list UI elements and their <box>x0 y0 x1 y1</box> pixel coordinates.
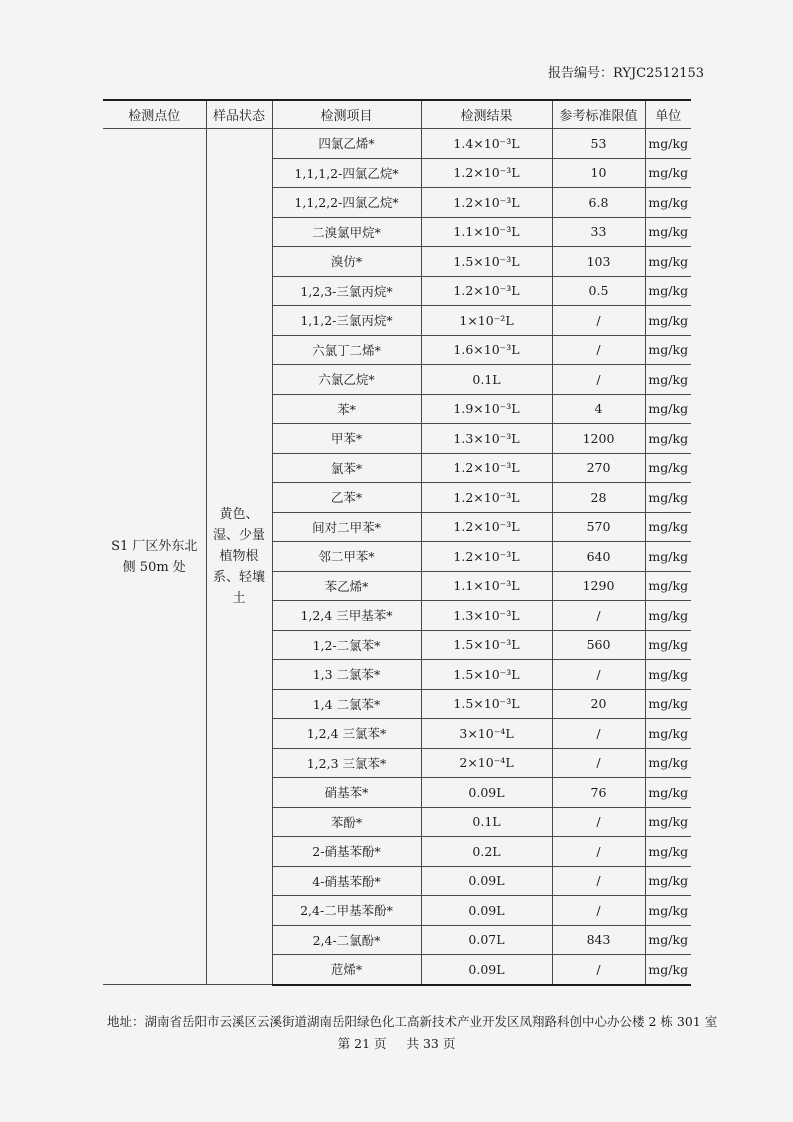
table-header <box>103 100 691 129</box>
result-cell: 1.2×10⁻³L <box>421 276 552 306</box>
result-cell: 0.07L <box>421 925 552 955</box>
result-cell: 1.2×10⁻³L <box>421 188 552 218</box>
column-header: 单位 <box>645 100 691 129</box>
column-header: 检测结果 <box>421 100 552 129</box>
test-item-cell: 邻二甲苯* <box>272 542 421 572</box>
result-cell: 1.9×10⁻³L <box>421 394 552 424</box>
result-cell: 1.5×10⁻³L <box>421 630 552 660</box>
limit-cell: 6.8 <box>552 188 645 218</box>
unit-cell: mg/kg <box>645 158 691 188</box>
test-item-cell: 苯酚* <box>272 807 421 837</box>
limit-cell: 33 <box>552 217 645 247</box>
header-row <box>103 100 691 129</box>
test-item-cell: 1,1,2,2-四氯乙烷* <box>272 188 421 218</box>
result-cell: 1.2×10⁻³L <box>421 512 552 542</box>
limit-cell: 53 <box>552 129 645 159</box>
result-cell: 1.5×10⁻³L <box>421 247 552 277</box>
result-cell: 1.1×10⁻³L <box>421 571 552 601</box>
unit-cell: mg/kg <box>645 306 691 336</box>
test-item-cell: 苊烯* <box>272 955 421 985</box>
unit-cell: mg/kg <box>645 335 691 365</box>
unit-cell: mg/kg <box>645 394 691 424</box>
test-item-cell: 苯乙烯* <box>272 571 421 601</box>
result-cell: 3×10⁻⁴L <box>421 719 552 749</box>
result-cell: 1.2×10⁻³L <box>421 483 552 513</box>
unit-cell: mg/kg <box>645 542 691 572</box>
unit-cell: mg/kg <box>645 217 691 247</box>
test-item-cell: 间对二甲苯* <box>272 512 421 542</box>
result-cell: 1.2×10⁻³L <box>421 542 552 572</box>
result-cell: 1.6×10⁻³L <box>421 335 552 365</box>
limit-cell: 20 <box>552 689 645 719</box>
limit-cell: 1290 <box>552 571 645 601</box>
unit-cell: mg/kg <box>645 778 691 808</box>
test-item-cell: 氯苯* <box>272 453 421 483</box>
column-header: 样品状态 <box>206 100 272 129</box>
result-cell: 0.1L <box>421 807 552 837</box>
test-item-cell: 甲苯* <box>272 424 421 454</box>
test-item-cell: 溴仿* <box>272 247 421 277</box>
limit-cell: / <box>552 866 645 896</box>
limit-cell: 1200 <box>552 424 645 454</box>
test-item-cell: 1,3 二氯苯* <box>272 660 421 690</box>
limit-cell: 4 <box>552 394 645 424</box>
unit-cell: mg/kg <box>645 601 691 631</box>
result-cell: 0.09L <box>421 866 552 896</box>
page-current: 第 21 页 <box>337 1036 387 1051</box>
unit-cell: mg/kg <box>645 571 691 601</box>
test-results-table <box>103 99 691 986</box>
limit-cell: / <box>552 306 645 336</box>
test-item-cell: 六氯丁二烯* <box>272 335 421 365</box>
unit-cell: mg/kg <box>645 512 691 542</box>
column-header: 参考标准限值 <box>552 100 645 129</box>
table-row <box>103 129 691 159</box>
limit-cell: / <box>552 660 645 690</box>
result-cell: 1.5×10⁻³L <box>421 660 552 690</box>
result-cell: 0.2L <box>421 837 552 867</box>
result-cell: 0.09L <box>421 778 552 808</box>
limit-cell: / <box>552 335 645 365</box>
test-item-cell: 1,1,2-三氯丙烷* <box>272 306 421 336</box>
unit-cell: mg/kg <box>645 955 691 985</box>
test-item-cell: 1,2,4 三氯苯* <box>272 719 421 749</box>
unit-cell: mg/kg <box>645 660 691 690</box>
limit-cell: / <box>552 896 645 926</box>
sample-state-cell: 黄色、湿、少量植物根系、轻壤土 <box>206 129 272 985</box>
test-item-cell: 六氯乙烷* <box>272 365 421 395</box>
limit-cell: 270 <box>552 453 645 483</box>
page-indicator <box>0 1034 793 1052</box>
unit-cell: mg/kg <box>645 719 691 749</box>
unit-cell: mg/kg <box>645 247 691 277</box>
test-item-cell: 1,2,3 三氯苯* <box>272 748 421 778</box>
unit-cell: mg/kg <box>645 748 691 778</box>
test-item-cell: 1,2-二氯苯* <box>272 630 421 660</box>
sampling-location-cell: S1 厂区外东北侧 50m 处 <box>103 129 206 985</box>
footer-address: 地址：湖南省岳阳市云溪区云溪街道湖南岳阳绿色化工高新技术产业开发区凤翔路科创中心办公楼 2 栋 301 室 <box>107 1014 718 1029</box>
test-item-cell: 四氯乙烯* <box>272 129 421 159</box>
limit-cell: 76 <box>552 778 645 808</box>
limit-cell: / <box>552 719 645 749</box>
test-item-cell: 二溴氯甲烷* <box>272 217 421 247</box>
limit-cell: 843 <box>552 925 645 955</box>
result-cell: 1.4×10⁻³L <box>421 129 552 159</box>
result-cell: 2×10⁻⁴L <box>421 748 552 778</box>
test-item-cell: 2,4-二甲基苯酚* <box>272 896 421 926</box>
unit-cell: mg/kg <box>645 837 691 867</box>
unit-cell: mg/kg <box>645 483 691 513</box>
limit-cell: / <box>552 837 645 867</box>
result-cell: 1.2×10⁻³L <box>421 158 552 188</box>
test-item-cell: 2-硝基苯酚* <box>272 837 421 867</box>
limit-cell: 570 <box>552 512 645 542</box>
unit-cell: mg/kg <box>645 630 691 660</box>
result-cell: 0.09L <box>421 955 552 985</box>
column-header: 检测点位 <box>103 100 206 129</box>
unit-cell: mg/kg <box>645 925 691 955</box>
limit-cell: / <box>552 748 645 778</box>
unit-cell: mg/kg <box>645 424 691 454</box>
test-item-cell: 1,2,3-三氯丙烷* <box>272 276 421 306</box>
test-item-cell: 乙苯* <box>272 483 421 513</box>
limit-cell: 103 <box>552 247 645 277</box>
test-item-cell: 苯* <box>272 394 421 424</box>
table-body <box>103 129 691 985</box>
result-cell: 1.5×10⁻³L <box>421 689 552 719</box>
result-cell: 1.2×10⁻³L <box>421 453 552 483</box>
result-cell: 1×10⁻²L <box>421 306 552 336</box>
unit-cell: mg/kg <box>645 129 691 159</box>
report-number: 报告编号：RYJC2512153 <box>548 66 705 81</box>
test-item-cell: 硝基苯* <box>272 778 421 808</box>
limit-cell: 560 <box>552 630 645 660</box>
test-item-cell: 2,4-二氯酚* <box>272 925 421 955</box>
limit-cell: 0.5 <box>552 276 645 306</box>
result-cell: 1.3×10⁻³L <box>421 601 552 631</box>
result-cell: 1.1×10⁻³L <box>421 217 552 247</box>
test-item-cell: 1,1,1,2-四氯乙烷* <box>272 158 421 188</box>
result-cell: 0.09L <box>421 896 552 926</box>
test-item-cell: 1,4 二氯苯* <box>272 689 421 719</box>
test-item-cell: 4-硝基苯酚* <box>272 866 421 896</box>
unit-cell: mg/kg <box>645 453 691 483</box>
limit-cell: 640 <box>552 542 645 572</box>
unit-cell: mg/kg <box>645 276 691 306</box>
unit-cell: mg/kg <box>645 896 691 926</box>
unit-cell: mg/kg <box>645 365 691 395</box>
limit-cell: 28 <box>552 483 645 513</box>
page-total: 共 33 页 <box>406 1036 456 1051</box>
result-cell: 0.1L <box>421 365 552 395</box>
unit-cell: mg/kg <box>645 807 691 837</box>
unit-cell: mg/kg <box>645 188 691 218</box>
test-item-cell: 1,2,4 三甲基苯* <box>272 601 421 631</box>
unit-cell: mg/kg <box>645 689 691 719</box>
limit-cell: / <box>552 365 645 395</box>
limit-cell: / <box>552 601 645 631</box>
limit-cell: / <box>552 807 645 837</box>
column-header: 检测项目 <box>272 100 421 129</box>
unit-cell: mg/kg <box>645 866 691 896</box>
limit-cell: 10 <box>552 158 645 188</box>
result-cell: 1.3×10⁻³L <box>421 424 552 454</box>
limit-cell: / <box>552 955 645 985</box>
